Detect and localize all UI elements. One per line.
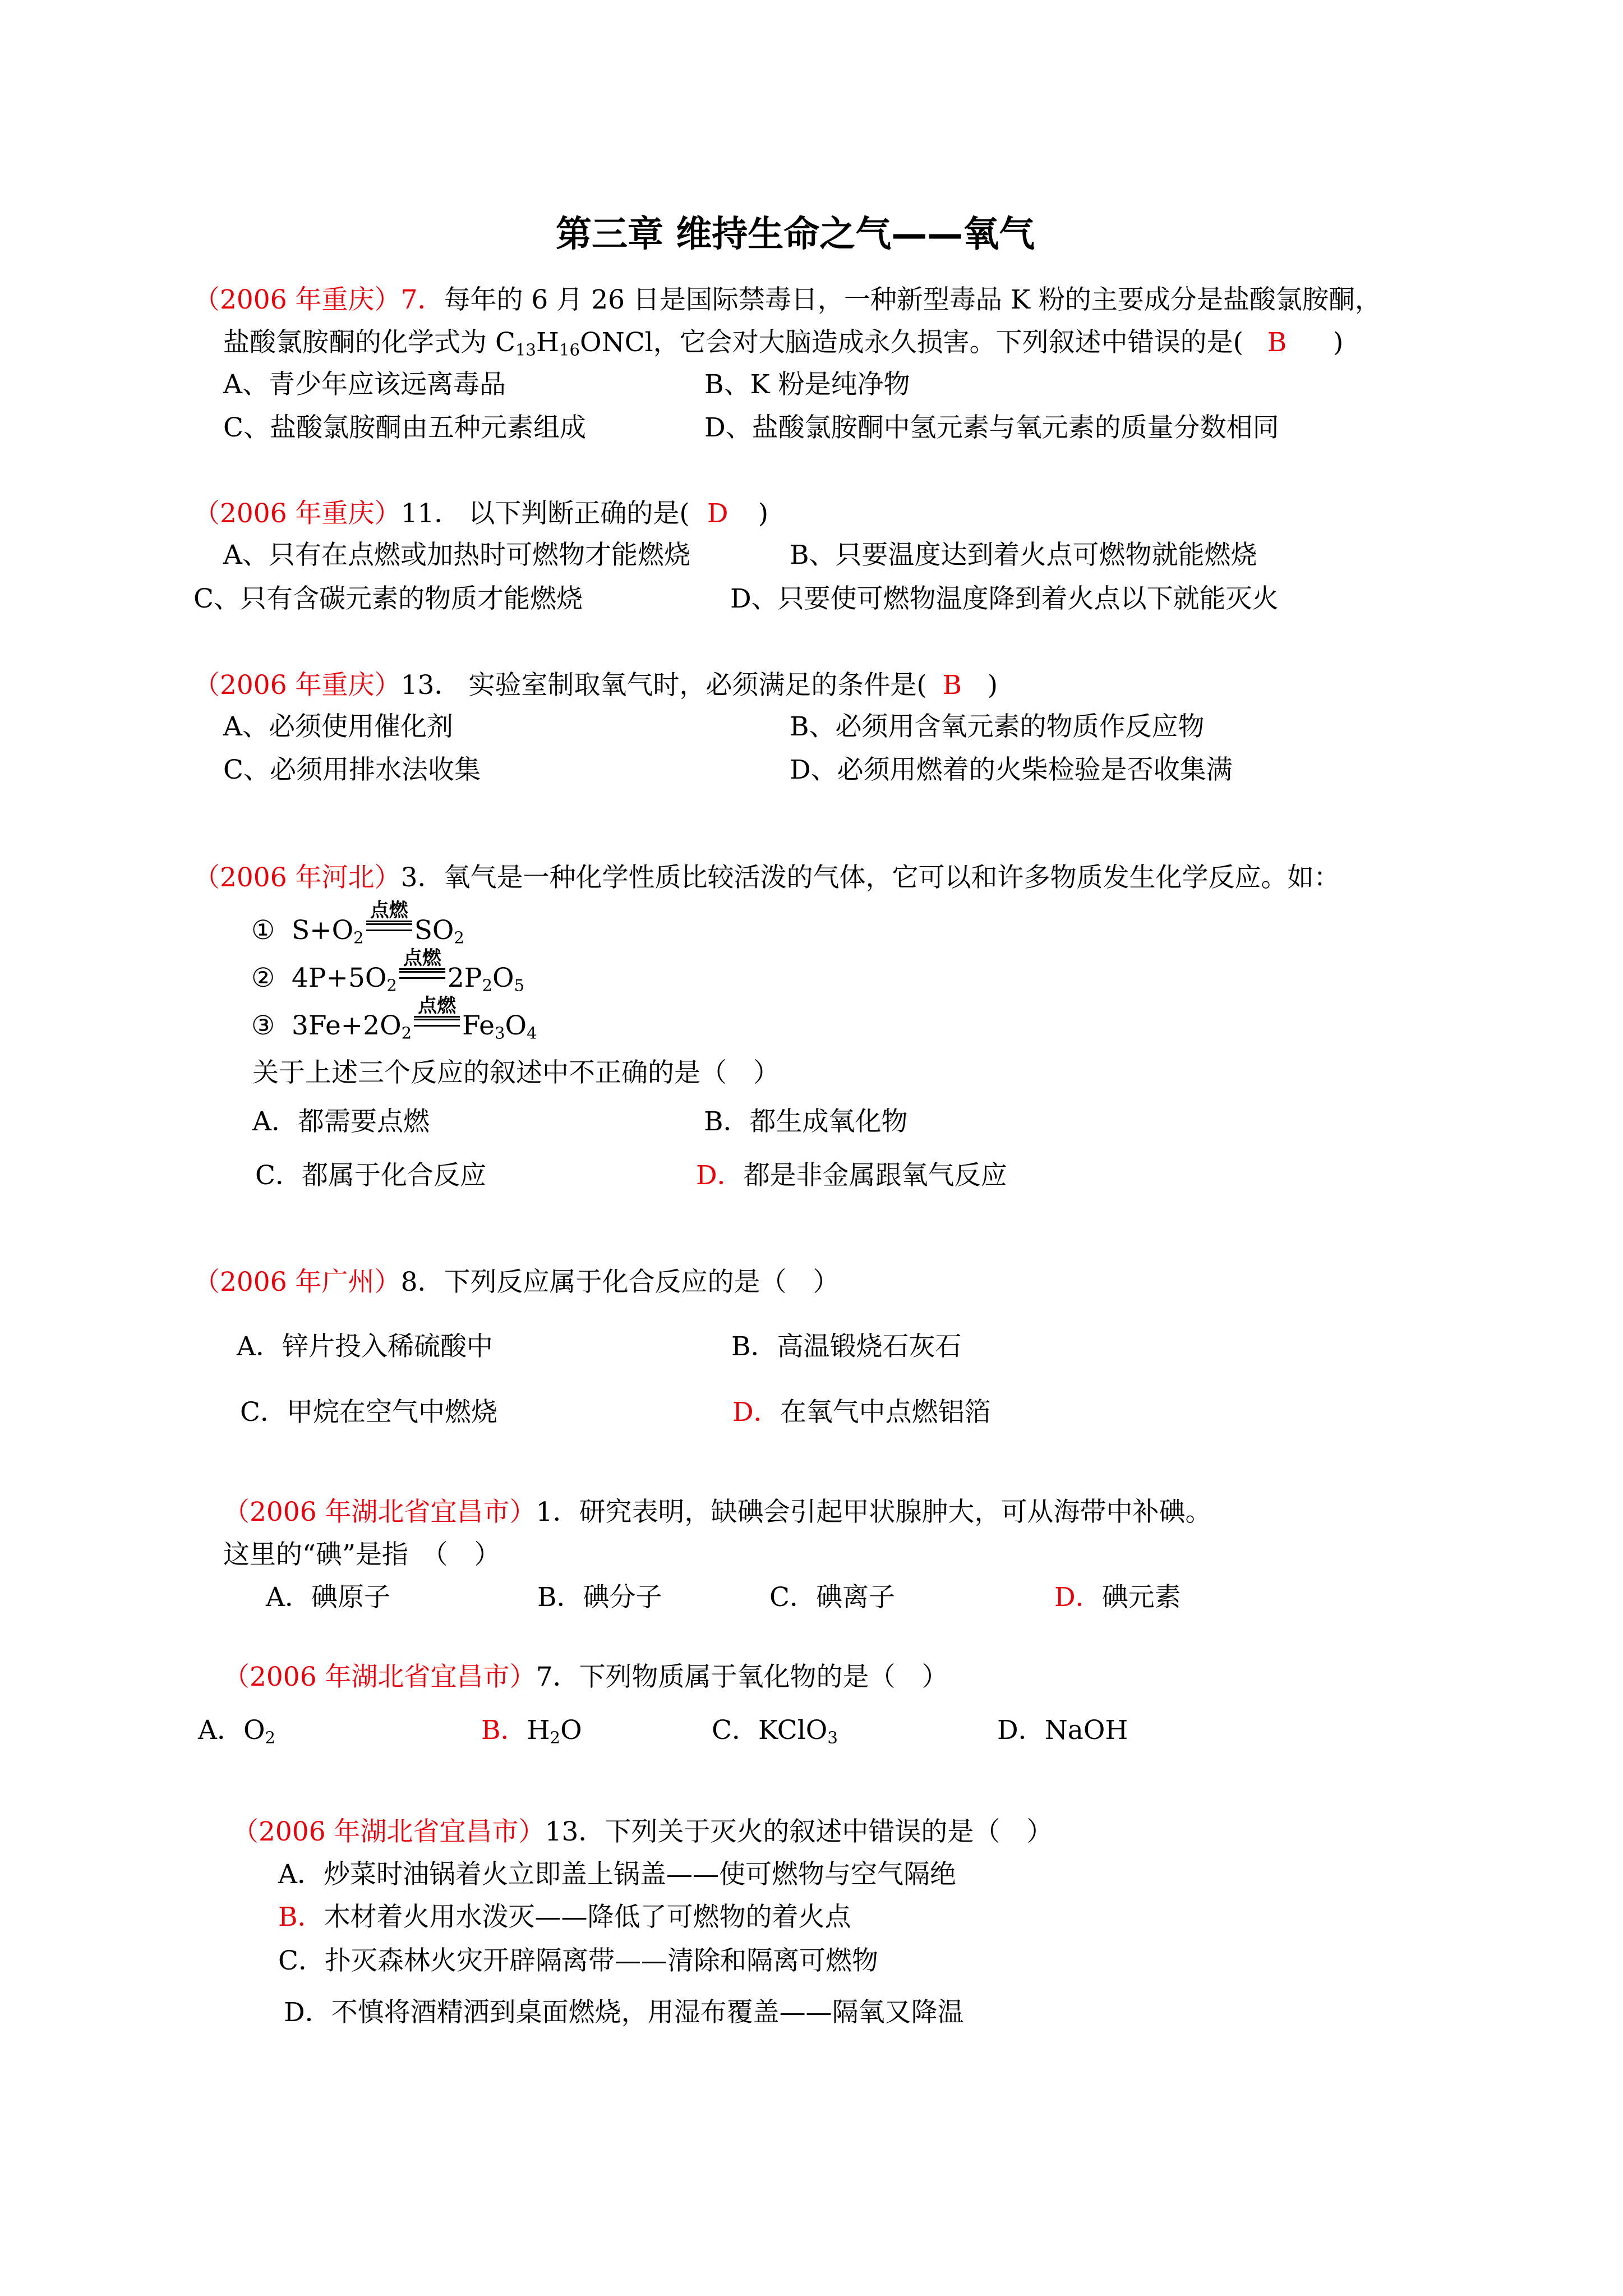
reaction-2: ② $4P+5O_2$ 点燃 $2P_2O_5$ [251,946,525,995]
question-3: （2006 年重庆）13． 实验室制取氧气时，必须满足的条件是( B ) [193,670,998,701]
question-source: （2006 年重庆） [193,284,401,315]
option-b: B、只要温度达到着火点可燃物就能燃烧 [790,540,1257,570]
option-d: D．都是非金属跟氧气反应 [696,1160,1007,1191]
question-text: 以下判断正确的是( [468,498,690,529]
question-number: 3． [400,862,444,893]
option-c: C．甲烷在空气中燃烧 [240,1397,497,1428]
reaction-3: ③ $3Fe+2O_2$ 点燃 $Fe_3O_4$ [251,994,537,1043]
question-4 [193,862,1340,894]
question-text: 氧气是一种化学性质比较活泼的气体，它可以和许多物质发生化学反应。如： [444,862,1340,893]
question-source: （2006 年湖北省宜昌市） [232,1816,545,1847]
option-a: A、青少年应该远离毒品 [223,369,506,400]
option-a: A．$O_2$ [198,1715,276,1747]
option-c: C、必须用排水法收集 [223,754,481,785]
option-a: A、只有在点燃或加热时可燃物才能燃烧 [223,540,690,570]
page-title: 第三章 维持生命之气——氧气 [556,214,1035,255]
option-d: D．不慎将酒精洒到桌面燃烧，用湿布覆盖——隔氧又降温 [284,1997,964,2028]
option-c: C．都属于化合反应 [255,1160,486,1191]
question-source: （2006 年重庆） [193,498,401,529]
question-1-line-2: 盐酸氯胺酮的化学式为 $C_{13}H_{16}ONCl$，它会对大脑造成永久损害。下列叙述中错误的是( B ) [223,327,1344,360]
option-a: A．碘原子 [266,1582,390,1613]
question-5 [193,1267,839,1298]
option-b: B．都生成氧化物 [704,1106,908,1137]
question-text: 实验室制取氧气时，必须满足的条件是( [468,670,927,701]
option-c: C、只有含碳元素的物质才能燃烧 [193,583,583,614]
option-b: B、K 粉是纯净物 [704,369,910,400]
question-text: 下列反应属于化合反应的是（ ） [444,1267,840,1297]
question-text: 研究表明，缺碘会引起甲状腺肿大，可从海带中补碘。 [579,1497,1212,1527]
question-7 [223,1662,948,1693]
option-d: D、必须用燃着的火柴检验是否收集满 [790,754,1233,785]
question-number: 7． [400,284,444,315]
question-1 [193,284,1381,316]
option-c: C．碘离子 [769,1582,895,1613]
question-text: 每年的 6 月 26 日是国际禁毒日，一种新型毒品 K 粉的主要成分是盐酸氯胺酮， [444,284,1381,315]
option-a: A．炒菜时油锅着火立即盖上锅盖——使可燃物与空气隔绝 [278,1859,956,1890]
option-b: B．$H_2O$ [481,1715,582,1747]
question-source: （2006 年广州） [193,1267,401,1297]
question-number: 13． [400,670,461,701]
question-2: （2006 年重庆）11． 以下判断正确的是( D ) [193,498,769,529]
question-text: 下列关于灭火的叙述中错误的是（ ） [605,1816,1053,1847]
option-b: B．碘分子 [537,1582,662,1613]
question-source: （2006 年河北） [193,862,401,893]
reaction-condition: 点燃 [412,1008,462,1034]
option-d: D．碘元素 [1054,1582,1181,1613]
question-number: 1． [536,1497,579,1527]
reaction-condition: 点燃 [397,960,448,987]
option-c: C、盐酸氯胺酮由五种元素组成 [223,412,586,443]
question-number: 7． [536,1662,579,1692]
option-b: B、必须用含氧元素的物质作反应物 [790,711,1205,742]
answer-mark: B [1267,327,1287,358]
question-source: （2006 年湖北省宜昌市） [223,1662,536,1692]
question-6 [223,1497,1211,1528]
answer-mark: B [942,670,962,701]
option-c: C．KClO$_3$ [712,1715,838,1747]
question-source: （2006 年湖北省宜昌市） [223,1497,536,1527]
option-d: D．NaOH [997,1715,1128,1746]
option-d: D、只要使可燃物温度降到着火点以下就能灭火 [730,583,1279,614]
option-c: C．扑灭森林火灾开辟隔离带——清除和隔离可燃物 [278,1945,878,1976]
question-stem: 关于上述三个反应的叙述中不正确的是（ ） [252,1057,780,1088]
answer-mark: D [707,498,728,529]
question-number: 13． [545,1816,605,1847]
option-a: A．锌片投入稀硫酸中 [237,1331,493,1362]
option-d: D、盐酸氯胺酮中氢元素与氧元素的质量分数相同 [704,412,1279,443]
reaction-1: ① $S+O_2$ 点燃 $SO_2$ [251,899,464,947]
question-source: （2006 年重庆） [193,670,401,701]
question-8 [232,1816,1053,1848]
option-a: A．都需要点燃 [252,1106,430,1137]
question-number: 11． [400,498,461,529]
option-d: D．在氧气中点燃铝箔 [732,1397,991,1428]
question-number: 8． [400,1267,444,1297]
option-b: B．高温锻烧石灰石 [731,1331,962,1362]
question-text: 下列物质属于氧化物的是（ ） [579,1662,948,1692]
option-a: A、必须使用催化剂 [223,711,453,742]
option-b: B．木材着火用水泼灭——降低了可燃物的着火点 [278,1902,851,1932]
reaction-condition: 点燃 [364,913,414,939]
question-6-line-2: 这里的“碘”是指 （ ） [223,1539,501,1570]
